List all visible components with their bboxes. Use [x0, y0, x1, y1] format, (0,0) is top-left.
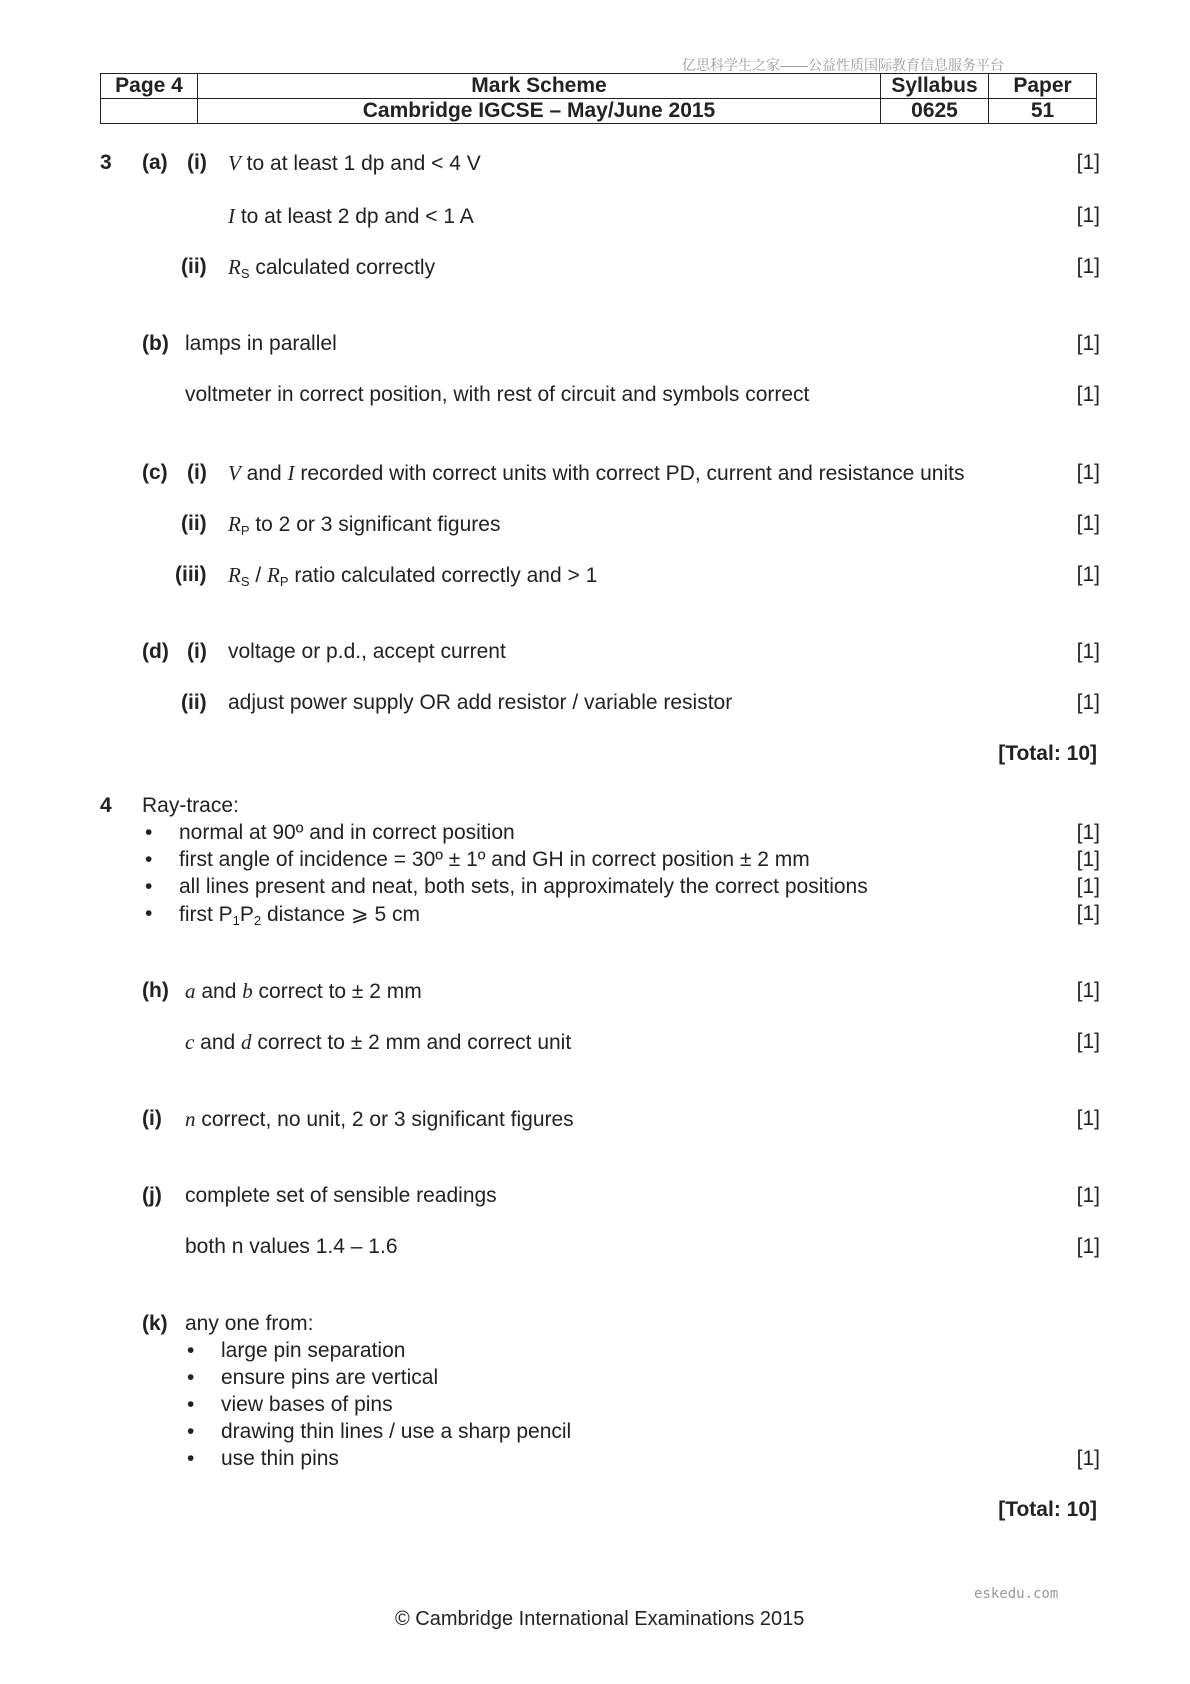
header-syllabus-label: Syllabus: [881, 74, 989, 99]
q4h-mark-2: [1]: [1076, 1030, 1100, 1053]
q3c-ii-text: $R_P$ to 2 or 3 significant figures: [228, 512, 501, 538]
q4i-text: n correct, no unit, 2 or 3 significant figures: [185, 1107, 574, 1131]
q3d-ii-label: (ii): [181, 691, 207, 714]
q4-bullet-2: • first angle of incidence = 30º ± 1º and GH in correct position ± 2 mm: [145, 848, 810, 871]
q3-number: 3: [100, 151, 112, 174]
header-subtitle: Cambridge IGCSE – May/June 2015: [198, 99, 881, 124]
q3a-ii-label: (ii): [181, 255, 207, 278]
watermark-top: 亿思科学生之家——公益性质国际教育信息服务平台: [682, 57, 1004, 73]
q3d-label: (d): [142, 640, 169, 663]
watermark-bottom: eskedu.com: [974, 1586, 1059, 1602]
q4k-item: • large pin separation: [187, 1339, 406, 1362]
q3a-i-label: (i): [187, 151, 207, 174]
q3d-ii-text: adjust power supply OR add resistor / variable resistor: [228, 691, 733, 714]
q4-bullet-3-mark: [1]: [1076, 875, 1100, 898]
q4j-text-1: complete set of sensible readings: [185, 1184, 497, 1207]
q4-bullet-3: • all lines present and neat, both sets, in approximately the correct positions: [145, 875, 868, 898]
q3c-ii-label: (ii): [181, 512, 207, 535]
q3a-ii-mark: [1]: [1076, 255, 1100, 278]
q4-bullet-4-mark: [1]: [1076, 902, 1100, 925]
q4k-mark: [1]: [1076, 1447, 1100, 1470]
q3c-iii-mark: [1]: [1076, 563, 1100, 586]
q4k-item: • use thin pins: [187, 1447, 339, 1470]
q3a-i-mark-2: [1]: [1076, 204, 1100, 227]
q4-bullet-1: • normal at 90º and in correct position: [145, 821, 515, 844]
q3c-iii-text: $R_S / R_P$ ratio calculated correctly and > 1: [228, 563, 598, 589]
q3a-i-text: V to at least 1 dp and < 4 V: [228, 151, 481, 175]
q4i-label: (i): [142, 1107, 162, 1130]
q4k-item: • view bases of pins: [187, 1393, 393, 1416]
q3a-i-mark: [1]: [1076, 151, 1100, 174]
q3c-label: (c): [142, 461, 168, 484]
header-table: [100, 73, 1097, 124]
q3c-i-label: (i): [187, 461, 207, 484]
q3-total: [Total: 10]: [998, 742, 1097, 765]
q3b-mark-1: [1]: [1076, 332, 1100, 355]
footer-copyright: © Cambridge International Examinations 2015: [395, 1608, 805, 1630]
q4k-item: • ensure pins are vertical: [187, 1366, 439, 1389]
q3a-label: (a): [142, 151, 168, 174]
q4k-item: • drawing thin lines / use a sharp pencil: [187, 1420, 572, 1443]
q4-total: [Total: 10]: [998, 1498, 1097, 1521]
q4i-mark: [1]: [1076, 1107, 1100, 1130]
q4h-text-2: c and d correct to ± 2 mm and correct unit: [185, 1030, 572, 1054]
q3c-i-mark: [1]: [1076, 461, 1100, 484]
q4j-mark-2: [1]: [1076, 1235, 1100, 1258]
q4k-label: (k): [142, 1312, 168, 1335]
header-paper-label: Paper: [989, 74, 1097, 99]
q4h-text-1: a and b correct to ± 2 mm: [185, 979, 422, 1003]
q3d-ii-mark: [1]: [1076, 691, 1100, 714]
q4-number: 4: [100, 794, 112, 817]
q3b-text-1: lamps in parallel: [185, 332, 337, 355]
q3b-mark-2: [1]: [1076, 383, 1100, 406]
q4-bullet-4: • first $P_1P_2$ distance ⩾ 5 cm: [145, 902, 420, 928]
q4j-text-2: both n values 1.4 – 1.6: [185, 1235, 398, 1258]
q4j-mark-1: [1]: [1076, 1184, 1100, 1207]
q3b-label: (b): [142, 332, 169, 355]
header-syllabus: 0625: [881, 99, 989, 124]
header-page: Page 4: [101, 74, 198, 99]
q4h-label: (h): [142, 979, 169, 1002]
q4-bullet-1-mark: [1]: [1076, 821, 1100, 844]
header-paper: 51: [989, 99, 1097, 124]
q3c-i-text: V and I recorded with correct units with correct PD, current and resistance units: [228, 461, 965, 485]
q3c-ii-mark: [1]: [1076, 512, 1100, 535]
q4j-label: (j): [142, 1184, 162, 1207]
q4-bullet-2-mark: [1]: [1076, 848, 1100, 871]
q3c-iii-label: (iii): [175, 563, 207, 586]
header-title: Mark Scheme: [198, 74, 881, 99]
q4k-intro: any one from:: [185, 1312, 314, 1335]
q3a-ii-text: $R_S$ calculated correctly: [228, 255, 436, 281]
q3d-i-text: voltage or p.d., accept current: [228, 640, 506, 663]
q3b-text-2: voltmeter in correct position, with rest of circuit and symbols correct: [185, 383, 810, 406]
q4-intro: Ray-trace:: [142, 794, 239, 817]
q4h-mark-1: [1]: [1076, 979, 1100, 1002]
q3a-i-text-2: I to at least 2 dp and < 1 A: [228, 204, 474, 228]
q3d-i-mark: [1]: [1076, 640, 1100, 663]
q3d-i-label: (i): [187, 640, 207, 663]
